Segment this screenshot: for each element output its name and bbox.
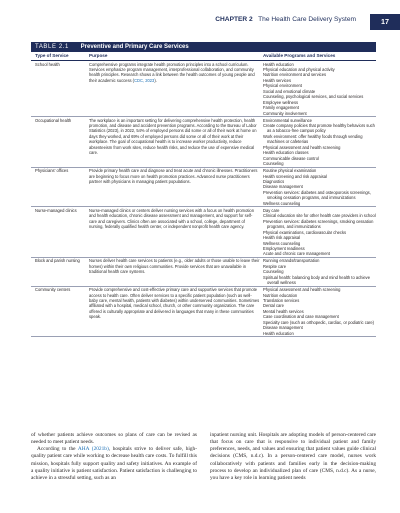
- program-item: Running errands/transportation: [263, 258, 320, 264]
- table-number: TABLE 2.1: [35, 44, 69, 50]
- programs-cell: [260, 61, 376, 116]
- body-paragraph: According to the AHA (2021b), hospitals strive to deliver safe, high-quality patient care while working to decrease health care costs. To fulfill this mission, hospitals fully support quality and safety initiatives. An example of a quality initiative is patient satisfaction. Patient satisfaction is challenging to achieve in a stressful setting, such as an: [31, 446, 197, 481]
- program-item: Nutrition education: [263, 292, 298, 298]
- table-row: [31, 287, 376, 338]
- citation-link[interactable]: AHA (2021b): [77, 446, 109, 453]
- page-number: 17: [370, 14, 400, 30]
- table-row: [31, 258, 376, 287]
- body-paragraph: of whether patients achieve outcomes so plans of care can be revised as needed to meet patient needs.: [31, 432, 197, 446]
- program-item: Communicable disease control: [263, 155, 319, 161]
- services-table: [31, 42, 376, 421]
- program-item: overall wellness: [267, 280, 296, 286]
- program-item: Counseling: [263, 161, 284, 167]
- programs-cell: [260, 117, 376, 167]
- program-item: Day care: [263, 207, 280, 213]
- table-column-headers: [31, 52, 376, 61]
- service-type-cell: Community centers: [35, 287, 71, 293]
- program-item: Physical environment: [263, 83, 302, 89]
- body-paragraph: inpatient nursing unit. Hospitals are adopting models of person-centered care that focus on care that is responsive to individual patient and family preferences, needs, and values and ensuring that patient values guide clinical decisions (CMS, n.d.c). In a person-centered care model, nurses work collaboratively with patients and families early in the decision-making process to develop an individualized plan of care (CMS, n.d.c). As a nurse, you have a key role in learning patient needs: [210, 432, 376, 481]
- program-item: Case coordination and case management: [263, 314, 339, 320]
- purpose-cell: Provide primary health care and diagnose and treat acute and chronic illnesses. Practitioners are beginning to focus more on health promotion practices. Advanced nurse practitioners partner with physicians in managing patient populations.: [89, 168, 258, 185]
- table-row: [31, 168, 376, 208]
- program-item: Physical assessment and health screening: [263, 144, 341, 150]
- chapter-label: CHAPTER 2: [215, 16, 253, 23]
- programs-cell: [260, 287, 376, 337]
- program-item: Health services: [263, 77, 291, 83]
- table-row: [31, 117, 376, 168]
- program-item: Routine physical examination: [263, 168, 317, 174]
- program-item: Counseling: [263, 269, 284, 275]
- program-item: Social and emotional climate: [263, 88, 316, 94]
- column-header-programs: Available Programs and Services: [263, 53, 336, 58]
- program-item: Counseling, psychological services, and social services: [263, 94, 364, 100]
- program-item: Health education: [263, 330, 294, 336]
- body-text: [31, 432, 376, 482]
- column-header-type: Type of Service: [35, 53, 69, 58]
- program-item: Wellness counseling: [263, 200, 301, 206]
- program-item: as a tobacco-free campus policy: [267, 128, 326, 134]
- program-item: programs, and immunizations: [267, 224, 321, 230]
- purpose-cell: The workplace is an important setting for delivering comprehensive health protection, health promotion, and disease and accident prevention programs. According to the Bureau of Labor Statistics (2023), in 2022, 54% of employed persons did some or all of their work at home on days they worked, and 69% of employed persons did some or all of their work at their workplace. The goal of occupational health is to increase worker productivity, reduce absenteeism from work sites, reduce health risks, and reduce the use of expensive medical care.: [89, 117, 257, 156]
- body-column-left: [31, 432, 197, 482]
- program-item: Work environment: offer healthy foods through vending: [263, 133, 363, 139]
- program-item: Dental care: [263, 303, 284, 309]
- programs-cell: [260, 258, 376, 286]
- program-item: smoking cessation programs, and immunizations: [267, 195, 356, 201]
- program-item: Nutrition environment and services: [263, 72, 327, 78]
- program-item: Health risk appraisal: [263, 235, 301, 241]
- purpose-cell: Provide comprehensive and cost-effective primary care and supportive services that promote access to health care. Often deliver services to a specific patient population (such as well-baby care, mental health, patients with diabetes) within underserved communities. Sometimes affiliated with a hospital, medical school, church, or other community organization. The care offered is culturally appropriate and delivered in languages that many in these communities speak.: [89, 287, 260, 320]
- page-header: [0, 14, 400, 30]
- table-row: [31, 61, 376, 117]
- program-item: Disease management: [263, 325, 303, 331]
- program-item: Health screening and risk appraisal: [263, 173, 327, 179]
- program-item: Disease management: [263, 184, 303, 190]
- service-type-cell: Nurse-managed clinics: [35, 207, 77, 213]
- service-type-cell: School health: [35, 61, 60, 67]
- program-item: Translation services: [263, 298, 300, 304]
- program-item: Family engagement: [263, 105, 299, 111]
- program-item: Community involvement: [263, 110, 307, 116]
- purpose-cell: Nurses deliver health care services to patients (e.g., older adults or those unable to leave their homes) within their own religious communities. Provide services that are unavailable in traditional health care systems.: [89, 258, 260, 275]
- chapter-title: The Health Care Delivery System: [258, 16, 356, 23]
- program-item: Spiritual health: balancing body and mind health to achieve: [263, 274, 370, 280]
- program-item: Acute and chronic care management: [263, 251, 330, 257]
- column-header-purpose: Purpose: [89, 53, 108, 58]
- program-item: Mental health services: [263, 308, 304, 314]
- program-item: Health education classes: [263, 150, 309, 156]
- program-item: Physical assessment and health screening: [263, 287, 341, 293]
- service-type-cell: Occupational health: [35, 117, 72, 123]
- purpose-cell: Nurse-managed clinics or centers deliver nursing services with a focus on health promotion and health education, chronic disease assessment and management, and support for self-care and caregivers. Clinics often are associated with a school, college, department of nursing, federally qualified health center, or independent nonprofit health care agency.: [89, 207, 254, 230]
- running-head: [215, 16, 356, 23]
- program-item: Create company policies that promote healthy behaviors such: [263, 122, 375, 128]
- program-item: Clinical education site for other health care providers in school: [263, 213, 376, 219]
- table-row: [31, 207, 376, 258]
- program-item: Physical examinations, cardiovascular checks: [263, 229, 347, 235]
- program-item: Health education: [263, 61, 294, 67]
- program-item: Wellness counseling: [263, 240, 301, 246]
- program-item: Environmental surveillance: [263, 117, 312, 123]
- programs-cell: [260, 207, 376, 257]
- program-item: Prevention services: diabetes and osteoporosis screenings,: [263, 189, 371, 195]
- service-type-cell: Physicians' offices: [35, 168, 69, 174]
- program-item: machines or cafeterias: [267, 139, 309, 145]
- program-item: Respite care: [263, 263, 286, 269]
- program-item: Employment readiness: [263, 245, 305, 251]
- purpose-cell: Comprehensive programs integrate health promotion principles into a school curriculum. Services emphasize program management, interprofessional collaboration, and community health principles. Research shows a link between the health outcomes of young people and their academic success (CDC, 2023).: [89, 61, 255, 83]
- citation-link[interactable]: CDC, 2023: [134, 77, 155, 83]
- programs-cell: [260, 168, 376, 207]
- program-item: Physical education and physical activity: [263, 66, 335, 72]
- program-item: Specialty care (such as orthopedic, cardiac, or podiatric care): [263, 319, 375, 325]
- program-item: Prevention services: diabetes screenings, smoking cessation: [263, 218, 374, 224]
- body-column-right: [210, 432, 376, 482]
- table-title: Preventive and Primary Care Services: [80, 44, 189, 50]
- table-body: [31, 61, 376, 337]
- service-type-cell: Block and parish nursing: [35, 258, 80, 264]
- table-title-bar: [31, 42, 376, 52]
- program-item: Diagnostics: [263, 179, 285, 185]
- program-item: Employee wellness: [263, 99, 299, 105]
